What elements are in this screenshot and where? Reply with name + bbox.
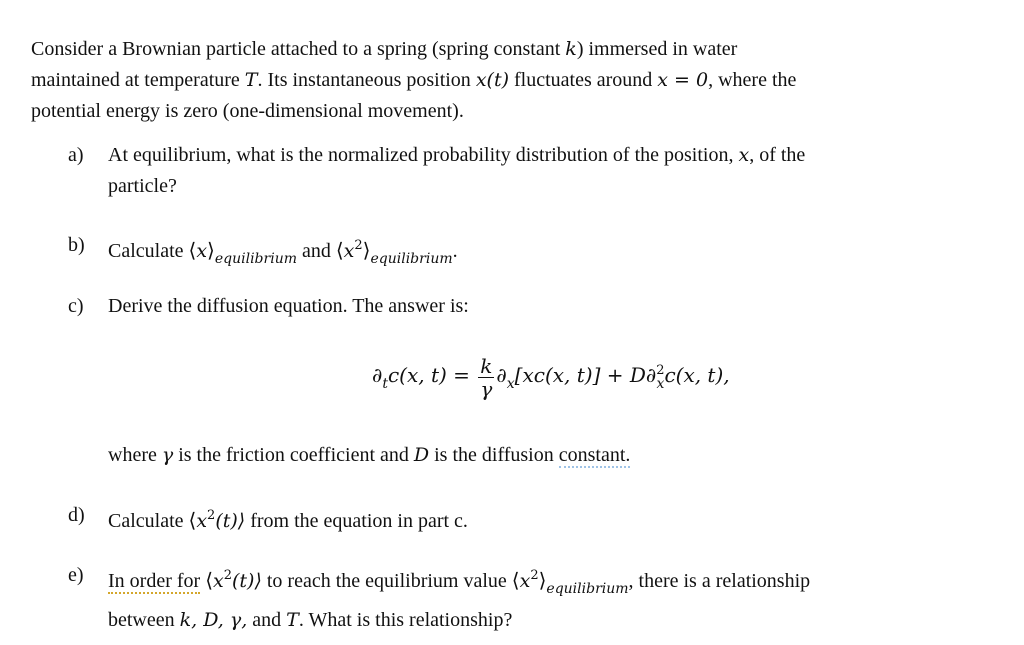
superscript: 2 — [530, 568, 539, 583]
question-d — [68, 500, 1008, 537]
var-list: k, D, γ, — [179, 609, 248, 631]
diffusion-equation — [372, 355, 730, 415]
question-text: At equilibrium, what is the normalized probability distribution of the position, — [108, 144, 739, 166]
intro-text: , where the — [708, 69, 797, 91]
intro-text: . Its instantaneous position — [257, 69, 476, 91]
eq-part: c(x, t), — [664, 363, 730, 387]
intro-text: maintained at temperature — [31, 69, 245, 91]
var-t: (t)⟩ — [215, 510, 246, 532]
fraction — [478, 355, 494, 400]
question-label: c) — [68, 295, 84, 317]
bracket: ⟩ — [362, 240, 371, 262]
grammar-underline[interactable]: In order for — [108, 570, 201, 592]
var-k: k — [565, 38, 577, 60]
question-c-where — [68, 440, 1008, 471]
question-text: Calculate ⟨ — [108, 510, 197, 532]
question-text: , of the — [749, 144, 806, 166]
eq-part: ∂ — [372, 363, 383, 387]
superscript: 2 — [207, 508, 216, 523]
intro-text: potential energy is zero (one-dimensional movement). — [31, 100, 464, 122]
var-xt: x(t) — [475, 69, 509, 91]
var-x: x — [738, 144, 750, 166]
var-x: x — [196, 510, 208, 532]
question-text: . — [452, 240, 458, 262]
question-text: Calculate ⟨ — [108, 240, 197, 262]
question-text: is the friction coefficient and — [173, 444, 414, 466]
intro-paragraph — [31, 34, 1001, 127]
subscript: equilibrium — [370, 251, 453, 267]
bracket: ⟩ — [207, 240, 215, 262]
var-x: x — [196, 240, 208, 262]
spellcheck-underline[interactable]: constant. — [558, 444, 631, 466]
question-text: where — [108, 444, 162, 466]
intro-text: fluctuates around — [509, 69, 658, 91]
question-label: d) — [68, 504, 85, 526]
superscript: 2 — [223, 568, 232, 583]
var-t: (t)⟩ — [232, 570, 262, 592]
numerator: k — [480, 354, 493, 378]
subscript: equilibrium — [546, 581, 629, 597]
var-T: T — [286, 609, 299, 631]
eq-part: c(x, t) = — [387, 363, 477, 387]
var-x: x — [343, 240, 355, 262]
eq-part: [xc(x, t)] + D∂ — [514, 363, 657, 387]
eq-sub: x — [656, 376, 665, 392]
question-label: a) — [68, 144, 84, 166]
question-label: b) — [68, 234, 85, 256]
question-e — [68, 560, 1008, 636]
eq-sub: t — [382, 376, 388, 392]
var-x0: x = 0 — [657, 69, 709, 91]
denominator: γ — [480, 377, 493, 401]
bracket: ⟩ — [538, 570, 547, 592]
superscript: 2 — [354, 238, 363, 253]
question-text: and — [247, 609, 287, 631]
question-text: to reach the equilibrium value ⟨ — [261, 570, 520, 592]
question-c — [68, 291, 1008, 322]
question-a — [68, 140, 1008, 202]
var-x: x — [213, 570, 224, 592]
question-text: between — [108, 609, 180, 631]
eq-sub: x — [506, 376, 515, 392]
var-T: T — [244, 69, 258, 91]
question-text: is the diffusion — [429, 444, 559, 466]
question-text: , there is a relationship — [628, 570, 811, 592]
var-gamma: γ — [161, 444, 174, 466]
eq-part: ∂ — [496, 363, 507, 387]
question-text: Derive the diffusion equation. The answer is: — [108, 295, 469, 317]
intro-text: Consider a Brownian particle attached to a spring (spring constant — [31, 38, 566, 60]
subscript: equilibrium — [214, 251, 297, 267]
question-text: and ⟨ — [296, 240, 344, 262]
question-b — [68, 230, 1008, 275]
var-D: D — [413, 444, 430, 466]
eq-sup: 2 — [656, 363, 665, 378]
question-label: e) — [68, 564, 84, 586]
var-x: x — [519, 570, 531, 592]
question-text: from the equation in part c. — [245, 510, 468, 532]
intro-text: ) immersed in water — [576, 38, 738, 60]
question-text: . What is this relationship? — [298, 609, 513, 631]
question-text: ⟨ — [200, 570, 213, 592]
question-text: particle? — [108, 175, 177, 197]
